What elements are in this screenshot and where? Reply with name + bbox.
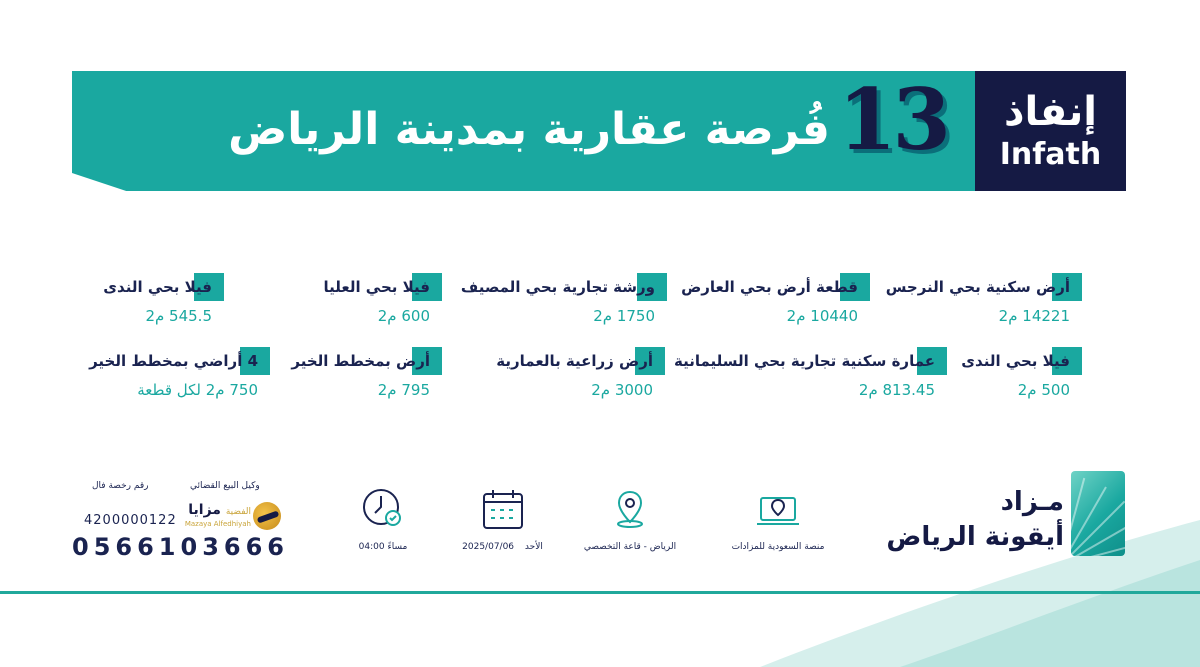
auction-label: مـزاد <box>1000 487 1064 517</box>
mazaya-name-ar: مزايا <box>188 502 221 518</box>
property-item <box>673 347 935 401</box>
property-area: 3000 م2 <box>591 381 653 399</box>
mazaya-name-small: الفضية <box>225 507 251 517</box>
calendar-icon <box>480 486 526 532</box>
property-item <box>453 347 653 401</box>
auction-logo-mark <box>1071 471 1125 556</box>
time-text: 04:00 مساءً <box>358 542 408 552</box>
location-pin-icon <box>607 486 653 532</box>
property-item <box>455 273 655 327</box>
property-area: 545.5 م2 <box>145 307 212 325</box>
location-info <box>575 486 685 552</box>
property-area: 795 م2 <box>377 381 430 399</box>
property-item <box>58 347 258 401</box>
property-area: 813.45 م2 <box>858 381 935 399</box>
property-title: فيلا بحي العليا <box>323 278 430 296</box>
agent-label: وكيل البيع القضائي <box>190 481 260 491</box>
time-info <box>348 486 418 552</box>
property-title: أرض سكنية بحي النرجس <box>885 278 1070 296</box>
property-area: 600 م2 <box>377 307 430 325</box>
property-item <box>230 273 430 327</box>
license-label: رقم رخصة فال <box>92 481 149 491</box>
platform-text: منصة السعودية للمزادات <box>731 542 825 552</box>
property-title: أرض بمخطط الخير <box>291 352 430 370</box>
property-title: 4 أراضي بمخطط الخير <box>89 352 258 370</box>
property-area: 14221 م2 <box>998 307 1070 325</box>
opportunity-count: 13 <box>838 70 947 169</box>
brand-name-en: Infath <box>999 136 1102 172</box>
day-text: الأحد <box>524 542 543 552</box>
property-item <box>870 273 1070 327</box>
mazaya-emblem-icon <box>253 502 281 530</box>
property-area: 500 م2 <box>1017 381 1070 399</box>
divider-line <box>0 591 1200 594</box>
property-item <box>658 273 858 327</box>
property-title: أرض زراعية بالعمارية <box>496 352 653 370</box>
infath-logo <box>975 71 1126 191</box>
mazaya-logo <box>181 500 281 534</box>
date-info <box>455 486 550 552</box>
property-title: قطعة أرض بحي العارض <box>681 278 858 296</box>
laptop-icon <box>755 486 801 532</box>
property-title: فيلا بحي الندى <box>961 352 1070 370</box>
property-title: ورشة تجارية بحي المصيف <box>460 278 655 296</box>
brand-name-ar: إنفاذ <box>1003 88 1098 135</box>
clock-icon <box>360 486 406 532</box>
page-title: فُرصة عقارية بمدينة الرياض <box>228 104 830 155</box>
property-title: فيلا بحي الندى <box>103 278 212 296</box>
auction-name: أيقونة الرياض <box>886 522 1064 552</box>
mazaya-name-en: Mazaya Alfedhiyah <box>184 520 251 528</box>
phone-number[interactable]: 0566103666 <box>72 533 289 561</box>
property-title: عمارة سكنية تجارية بحي السليمانية <box>673 352 935 370</box>
property-area: 750 م2 لكل قطعة <box>137 381 258 399</box>
property-item <box>12 273 212 327</box>
property-area: 10440 م2 <box>786 307 858 325</box>
platform-info <box>724 486 832 552</box>
location-text: الرياض - قاعة التخصصي <box>583 542 677 552</box>
license-number: 4200000122 <box>84 513 177 528</box>
property-area: 1750 م2 <box>593 307 655 325</box>
date-text: 2025/07/06 <box>462 542 515 552</box>
